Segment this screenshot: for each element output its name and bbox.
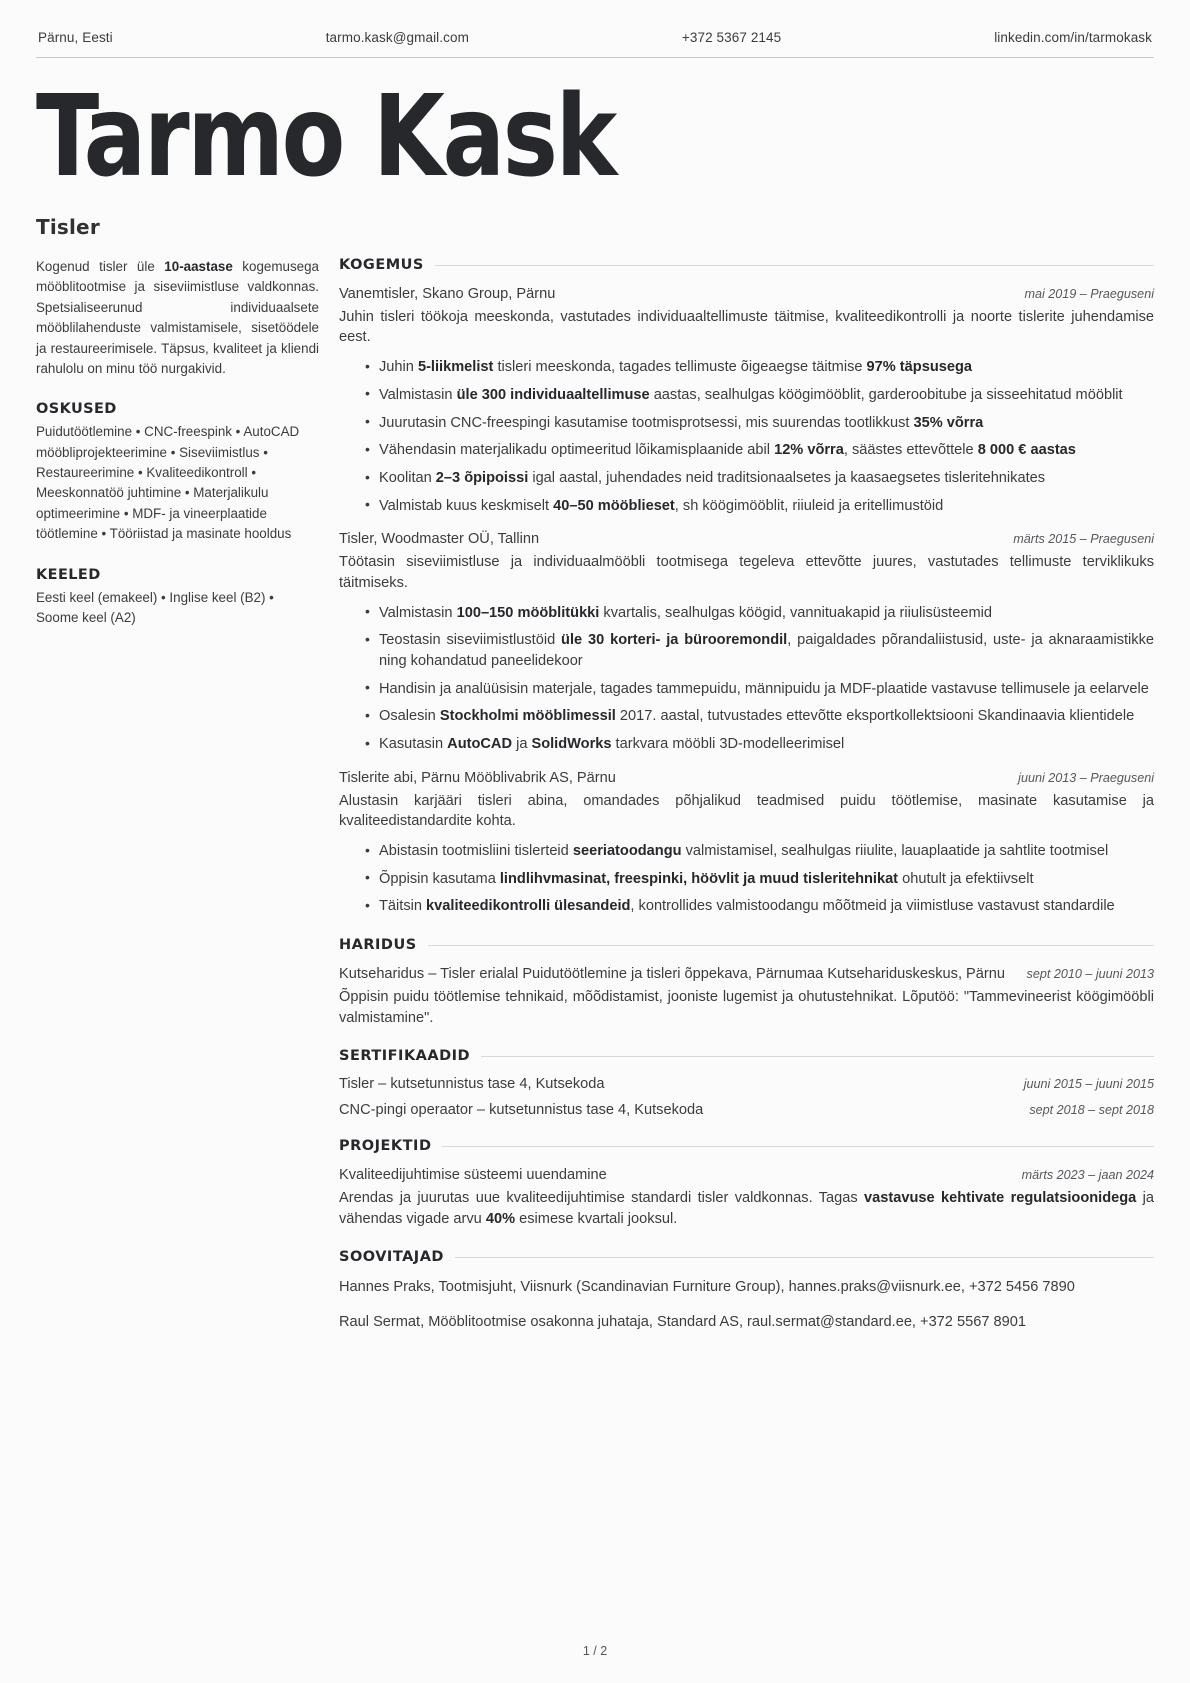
skills-list: Puidutöötlemine • CNC-freespink • AutoCAD mööbliprojekteerimine • Siseviimistlus • Restaureerimine • Kvaliteedikontroll • Meeskonnatöö juhtimine • Materjalikulu optimeerimine • MDF- ja vineerplaatide töötlemine • Tööriistad ja masinate hooldus <box>36 424 300 542</box>
entry-description: Töötasin siseviimistluse ja individuaalmööbli tootmisega tegeleva ettevõtte juures, vastutades tellimuste terviklikuks täitmiseks. <box>339 554 1154 591</box>
languages-list: Eesti keel (emakeel) • Inglise keel (B2) • Soome keel (A2) <box>36 589 274 625</box>
section-rule <box>428 945 1154 946</box>
bullet-item: • Abistasin tootmisliini tislerteid seeriatoodangu valmistamisel, sealhulgas riiulite, lauaplaatide ja sahtlite tootmisel <box>365 841 1154 862</box>
entry-date: märts 2015 – Praeguseni <box>1013 532 1154 547</box>
certificate-items <box>339 1076 1154 1118</box>
entry-header <box>339 769 1154 789</box>
main-content <box>329 257 1154 1347</box>
entry <box>339 530 1154 754</box>
list-item: Raul Sermat, Mööblitootmise osakonna juhataja, Standard AS, raul.sermat@standard.ee, +372 5567 8901 <box>339 1314 1026 1331</box>
contact-email[interactable]: tarmo.kask@gmail.com <box>325 30 469 45</box>
bullet-item: • Õppisin kasutama lindlihvmasinat, freespinki, höövlit ja muud tisleritehnikat ohutult ja efektiivselt <box>365 869 1154 890</box>
contact-location: Pärnu, Eesti <box>38 30 113 45</box>
bullet-item: • Juurutasin CNC-freespingi kasutamise tootmisprotsessi, mis suurendas tootlikkust 35% võrra <box>365 413 1154 434</box>
projects-heading: PROJEKTID <box>339 1138 432 1155</box>
education-heading: HARIDUS <box>339 937 417 954</box>
entry-header <box>339 285 1154 305</box>
entry <box>339 285 1154 516</box>
entry-description: Alustasin karjääri tisleri abina, omandades põhjalikud teadmised puidu töötlemise, masinate kasutamise ja kvaliteedistandardite kohta. <box>339 792 1154 830</box>
job-role-subtitle: Tisler <box>36 215 100 240</box>
entry <box>339 1166 1154 1229</box>
bullet-list <box>339 603 1154 755</box>
project-entries <box>339 1166 1154 1229</box>
bullet-item: • Valmistasin 100–150 mööblitükki kvartalis, sealhulgas köögid, vannituakapid ja riiulisüsteemid <box>365 603 1154 624</box>
bullet-item: • Osalesin Stockholmi mööblimessil 2017. aastal, tutvustades ettevõtte eksportkollektsiooni Skandinaavia klientidele <box>365 706 1154 727</box>
list-item <box>339 1076 1154 1092</box>
education-section-header <box>339 937 1154 953</box>
entry-title: Tislerite abi, Pärnu Mööblivabrik AS, Pärnu <box>339 769 616 786</box>
entry-date: juuni 2013 – Praeguseni <box>1018 770 1154 785</box>
entry <box>339 769 1154 917</box>
bullet-item: • Handisin ja analüüsisin materjale, tagades tammepuidu, männipuidu ja MDF-plaatide vastavuse tellimusele ja eelarvele <box>365 679 1154 700</box>
entry-description: Õppisin puidu töötlemise tehnikaid, mõõdistamist, jooniste lugemist ja ohutustehnikat. Lõputöö: "Tammevineerist köögimööbli valmistamine". <box>339 988 1154 1026</box>
entry-header <box>339 1166 1154 1186</box>
references-heading: SOOVITAJAD <box>339 1249 444 1266</box>
bullet-item: • Koolitan 2–3 õpipoissi igal aastal, juhendades neid traditsionaalsetes ja kaasaegsetes tisleritehnikates <box>365 468 1154 489</box>
section-rule <box>481 1056 1154 1057</box>
item-title: Tisler – kutsetunnistus tase 4, Kutsekoda <box>339 1076 605 1093</box>
bullet-item: • Valmistab kuus keskmiselt 40–50 mööblieset, sh köögimööblit, riiuleid ja eritellimustöid <box>365 496 1154 517</box>
entry-title: Kvaliteedijuhtimise süsteemi uuendamine <box>339 1167 607 1184</box>
sidebar <box>36 257 329 628</box>
bullet-item: • Vähendasin materjalikadu optimeeritud lõikamisplaanide abil 12% võrra, säästes ettevõttele 8 000 € aastas <box>365 440 1154 461</box>
section-rule <box>442 1146 1154 1147</box>
contact-strip <box>36 30 1154 57</box>
entry-date: märts 2023 – jaan 2024 <box>1021 1168 1154 1183</box>
skills-heading: OSKUSED <box>36 401 117 418</box>
page-number: 1 / 2 <box>582 1644 608 1658</box>
section-rule <box>435 265 1154 266</box>
bullet-list <box>339 841 1154 917</box>
entry <box>339 965 1154 1028</box>
item-date: sept 2018 – sept 2018 <box>1029 1103 1154 1118</box>
bullet-item: • Teostasin siseviimistlustöid üle 30 korteri- ja bürooremondil, paigaldades põrandaliistusid, uste- ja aknaraamistikke ning kohandatud paneelidekoor <box>365 630 1154 671</box>
bullet-list <box>339 357 1154 516</box>
experience-heading: KOGEMUS <box>339 257 424 274</box>
entry-title: Kutseharidus – Tisler erialal Puidutöötlemine ja tisleri õppekava, Pärnumaa Kutsehariduskeskus, Pärnu <box>339 966 1005 983</box>
entry-description: Arendas ja juurutas uue kvaliteedijuhtimise standardi tisler valdkonnas. Tagas vastavuse kehtivate regulatsioonidega ja vähendas vigade arvu 40% esimese kvartali jooksul. <box>339 1190 1155 1227</box>
header-divider <box>36 57 1154 58</box>
entry-date: mai 2019 – Praeguseni <box>1024 287 1154 302</box>
certificates-heading: SERTIFIKAADID <box>339 1048 471 1065</box>
certificates-section-header <box>339 1048 1154 1064</box>
summary-text: Kogenud tisler üle 10-aastase kogemusega mööblitootmise ja siseviimistluse valdkonnas. Spetsialiseerunud individuaalsete mööblilahenduste valmistamisele, sisetöödele ja restaureerimisele. Täpsus, kvaliteet ja kliendi rahulolu on minu töö nurgakivid. <box>36 259 319 376</box>
item-date: juuni 2015 – juuni 2015 <box>1023 1077 1154 1092</box>
experience-section-header <box>339 257 1154 273</box>
bullet-item: • Täitsin kvaliteedikontrolli ülesandeid, kontrollides valmistoodangu mõõtmeid ja viimistluse vastavust standardile <box>365 896 1154 917</box>
item-title: CNC-pingi operaator – kutsetunnistus tase 4, Kutsekoda <box>339 1102 704 1119</box>
references-section-header <box>339 1249 1154 1265</box>
page-title: Tarmo Kask <box>36 72 615 202</box>
entry-title: Vanemtisler, Skano Group, Pärnu <box>339 286 556 303</box>
entry-header <box>339 965 1154 985</box>
entry-title: Tisler, Woodmaster OÜ, Tallinn <box>339 531 540 548</box>
bullet-item: • Juhin 5-liikmelist tisleri meeskonda, tagades tellimuste õigeaegse täitmise 97% täpsusega <box>365 357 1154 378</box>
contact-phone[interactable]: +372 5367 2145 <box>681 30 782 45</box>
list-item: Hannes Praks, Tootmisjuht, Viisnurk (Scandinavian Furniture Group), hannes.praks@viisnurk.ee, +372 5456 7890 <box>339 1279 1075 1296</box>
entry-date: sept 2010 – juuni 2013 <box>1026 967 1154 982</box>
section-rule <box>455 1257 1154 1258</box>
entry-description: Juhin tisleri töökoja meeskonda, vastutades individuaaltellimuste täitmise, kvaliteedikontrolli ja noorte tislerite juhendamise eest. <box>339 308 1154 346</box>
bullet-item: • Kasutasin AutoCAD ja SolidWorks tarkvara mööbli 3D-modelleerimisel <box>365 734 1154 755</box>
content-columns <box>36 257 1154 1347</box>
projects-section-header <box>339 1138 1154 1154</box>
education-entries <box>339 965 1154 1028</box>
bullet-item: • Valmistasin üle 300 individuaaltellimuse aastas, sealhulgas köögimööblit, garderoobitube ja sisseehitatud mööblit <box>365 385 1154 406</box>
contact-linkedin[interactable]: linkedin.com/in/tarmokask <box>994 30 1152 45</box>
list-item <box>339 1102 1154 1118</box>
experience-entries <box>339 285 1154 917</box>
languages-heading: KEELED <box>36 566 101 583</box>
reference-items <box>339 1277 1154 1332</box>
entry-header <box>339 530 1154 550</box>
